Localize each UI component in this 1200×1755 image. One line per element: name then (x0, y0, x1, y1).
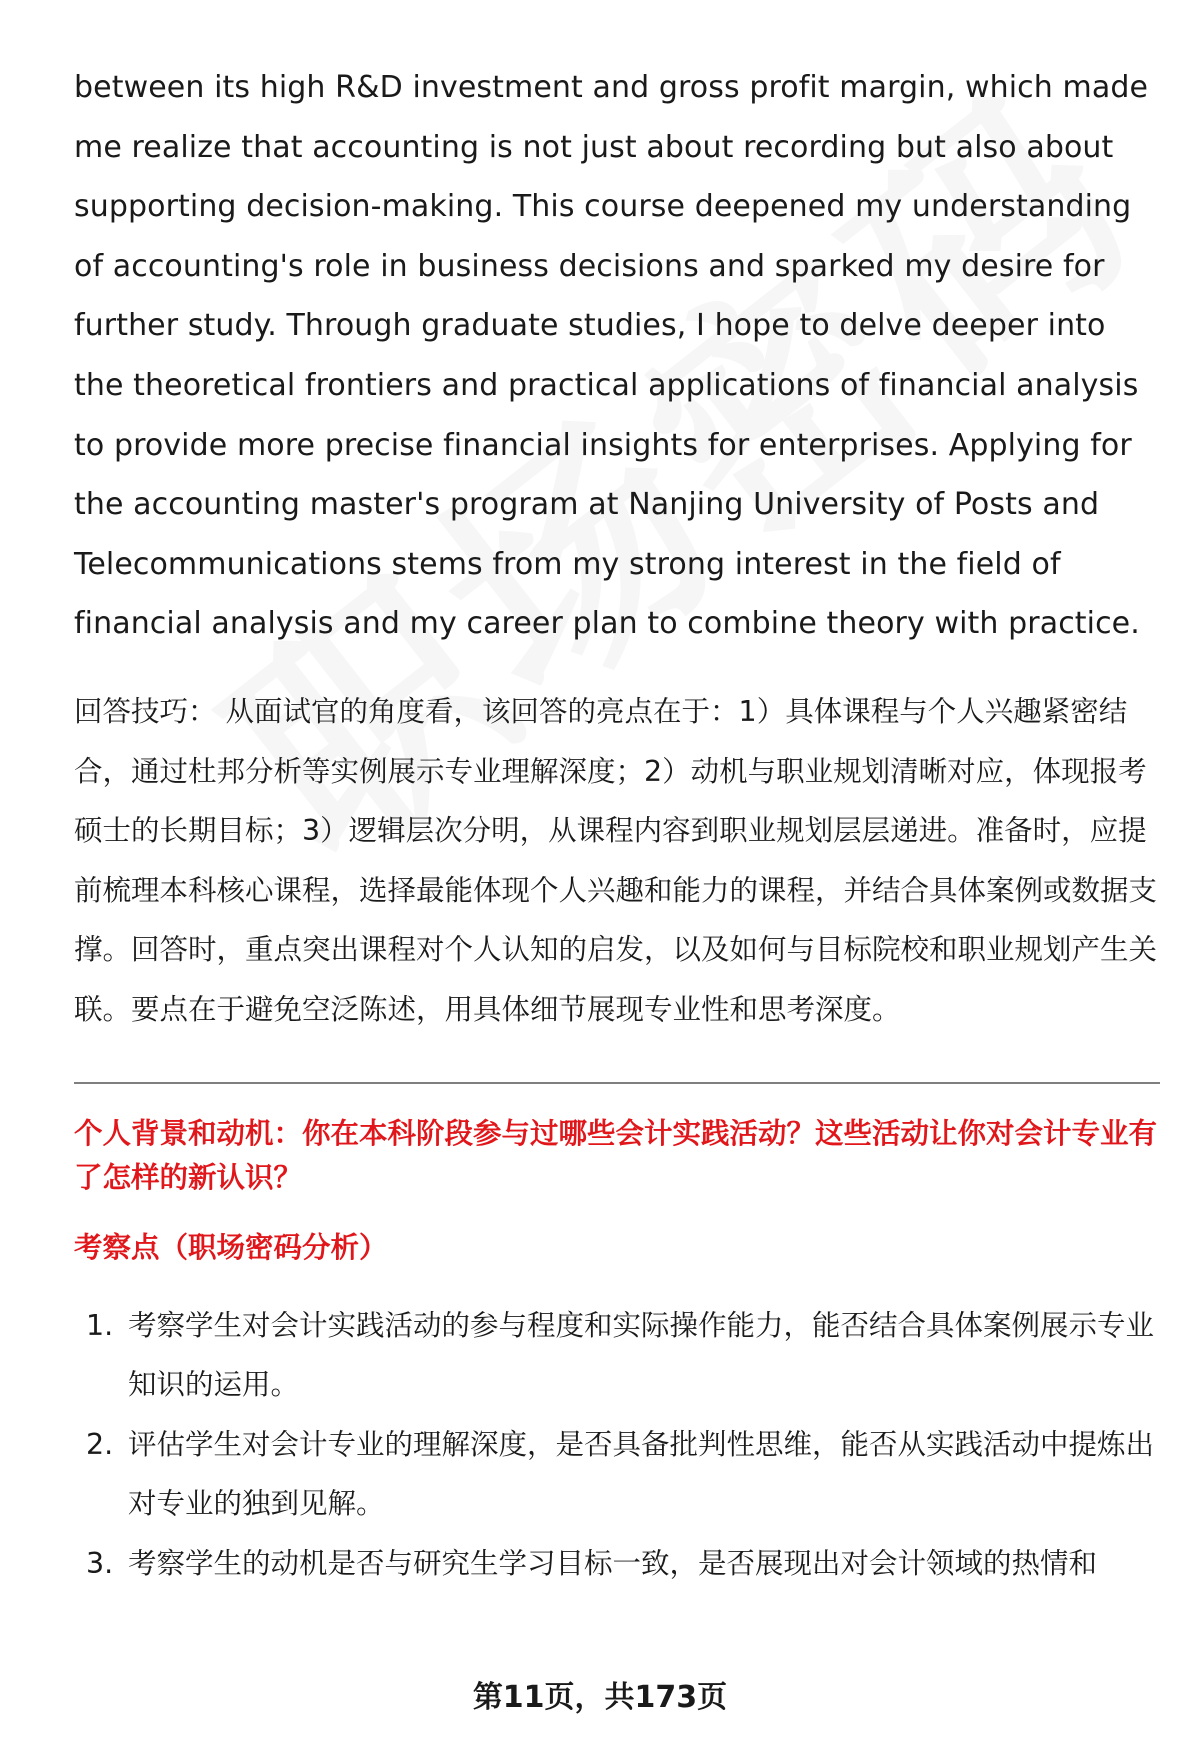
list-item-text: 考察学生的动机是否与研究生学习目标一致，是否展现出对会计领域的热情和 (128, 1546, 1098, 1580)
assessment-heading: 考察点（职场密码分析） (74, 1230, 388, 1264)
list-item (74, 1415, 1160, 1534)
document-page (74, 58, 1160, 1593)
list-item-text: 评估学生对会计专业的理解深度，是否具备批判性思维，能否从实践活动中提炼出对专业的独到见解。 (128, 1427, 1155, 1521)
list-item (74, 1296, 1160, 1415)
question-heading: 个人背景和动机：你在本科阶段参与过哪些会计实践活动？这些活动让你对会计专业有了怎样的新认识？ (74, 1116, 1158, 1194)
assessment-list (74, 1296, 1160, 1594)
intro-paragraph: between its high R&D investment and gross profit margin, which made me realize that accounting is not just about recording but also about supporting decision-making. This course deepened my understanding of accounting's role in business decisions and sparked my desire for further study. Through graduate studies, I hope to delve deeper into the theoretical frontiers and practical applications of financial analysis to provide more precise financial insights for enterprises. Applying for the accounting master's program at Nanjing University of Posts and Telecommunications stems from my strong interest in the field of financial analysis and my career plan to combine theory with practice. (74, 70, 1149, 642)
list-item-text: 考察学生对会计实践活动的参与程度和实际操作能力，能否结合具体案例展示专业知识的运用。 (128, 1308, 1155, 1402)
list-item (74, 1534, 1160, 1594)
list-item-number: 2. (86, 1427, 114, 1461)
answer-tips-paragraph: 回答技巧： 从面试官的角度看，该回答的亮点在于：1）具体课程与个人兴趣紧密结合，通过杜邦分析等实例展示专业理解深度；2）动机与职业规划清晰对应，体现报考硕士的长期目标；3）逻辑层次分明，从课程内容到职业规划层层递进。准备时，应提前梳理本科核心课程，选择最能体现个人兴趣和能力的课程，并结合具体案例或数据支撑。回答时，重点突出课程对个人认知的启发，以及如何与目标院校和职业规划产生关联。要点在于避免空泛陈述，用具体细节展现专业性和思考深度。 (74, 694, 1158, 1026)
list-item-number: 1. (86, 1308, 114, 1342)
section-divider (74, 1082, 1160, 1084)
page-footer: 第11页，共173页 (472, 1680, 728, 1715)
list-item-number: 3. (86, 1546, 114, 1580)
